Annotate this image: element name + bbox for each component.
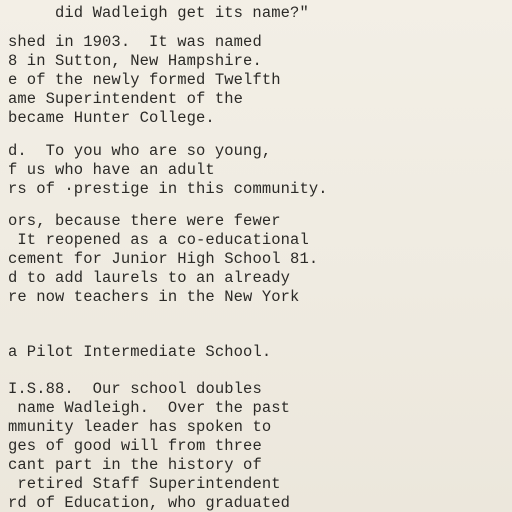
text-line: became Hunter College.	[8, 109, 215, 127]
text-line: rs of ·prestige in this community.	[8, 180, 328, 198]
text-line: ors, because there were fewer	[8, 212, 281, 230]
text-line: shed in 1903. It was named	[8, 33, 262, 51]
text-line: d to add laurels to an already	[8, 269, 291, 287]
text-line: 8 in Sutton, New Hampshire.	[8, 52, 262, 70]
text-line: e of the newly formed Twelfth	[8, 71, 281, 89]
text-line: ame Superintendent of the	[8, 90, 244, 108]
text-line: did Wadleigh get its name?"	[55, 4, 309, 22]
text-line: d. To you who are so young,	[8, 142, 272, 160]
text-line: rd of Education, who graduated	[8, 494, 291, 512]
text-line: mmunity leader has spoken to	[8, 418, 272, 436]
text-line: It reopened as a co-educational	[8, 231, 309, 249]
text-line: I.S.88. Our school doubles	[8, 380, 262, 398]
text-line: retired Staff Superintendent	[8, 475, 281, 493]
text-line: cement for Junior High School 81.	[8, 250, 319, 268]
text-line: f us who have an adult	[8, 161, 215, 179]
text-line: a Pilot Intermediate School.	[8, 343, 272, 361]
text-line: name Wadleigh. Over the past	[8, 399, 291, 417]
text-line: ges of good will from three	[8, 437, 262, 455]
text-line: re now teachers in the New York	[8, 288, 300, 306]
text-line: cant part in the history of	[8, 456, 262, 474]
